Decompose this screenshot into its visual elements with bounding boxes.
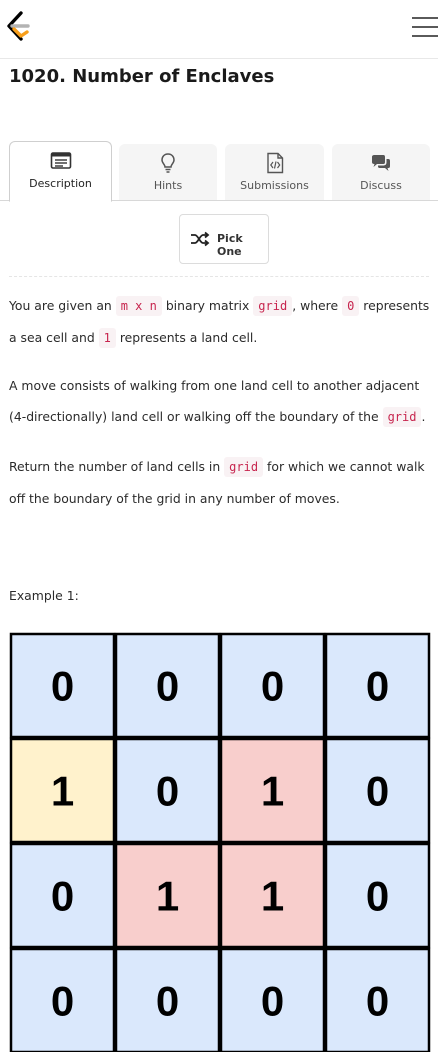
code-file-icon xyxy=(264,152,286,174)
grid-cell-value: 0 xyxy=(260,977,285,1025)
inline-code: grid xyxy=(224,457,263,477)
inline-code: grid xyxy=(383,407,422,427)
tab-label: Description xyxy=(29,177,92,190)
inline-code: m x n xyxy=(116,296,162,316)
text: You are given an xyxy=(9,298,112,313)
tab-description[interactable] xyxy=(9,141,112,202)
tab-hints[interactable] xyxy=(119,144,217,200)
lightbulb-icon xyxy=(157,152,179,174)
tab-discuss[interactable] xyxy=(332,144,430,200)
grid-cell-value: 0 xyxy=(365,662,390,710)
grid-cell-value: 1 xyxy=(260,872,285,920)
grid-cell-value: 0 xyxy=(260,662,285,710)
inline-code: 0 xyxy=(342,296,359,316)
description-icon xyxy=(50,150,72,172)
example-grid-image xyxy=(9,632,429,1025)
inline-code: 1 xyxy=(99,328,116,348)
chat-bubbles-icon xyxy=(370,152,392,174)
grid-cell-value: 0 xyxy=(50,977,75,1025)
grid-cell-value: 0 xyxy=(155,662,180,710)
description-paragraph xyxy=(9,451,435,514)
grid-cell-value: 0 xyxy=(50,872,75,920)
example-label: Example 1: xyxy=(9,588,79,603)
grid-cell-value: 0 xyxy=(155,767,180,815)
text: represents a land cell. xyxy=(119,330,258,345)
pick-one-label: Pick One xyxy=(217,232,243,258)
hamburger-menu-icon[interactable] xyxy=(410,14,438,40)
text: , where xyxy=(292,298,339,313)
top-navbar xyxy=(0,0,438,59)
text: for which we cannot walk off the boundary of the grid in any number of moves. xyxy=(9,459,425,506)
inline-code: grid xyxy=(253,296,292,316)
text: . xyxy=(421,409,426,424)
grid-cell-value: 1 xyxy=(50,767,75,815)
grid-cell-value: 0 xyxy=(365,767,390,815)
grid-cell-value: 1 xyxy=(155,872,180,920)
content-divider xyxy=(9,276,429,277)
grid-cell-value: 0 xyxy=(365,872,390,920)
grid-cell-value: 0 xyxy=(50,662,75,710)
grid-figure xyxy=(9,632,429,1052)
leetcode-logo-icon[interactable] xyxy=(4,10,34,44)
grid-cell-value: 0 xyxy=(155,977,180,1025)
text: represents a sea cell and xyxy=(9,298,430,345)
tab-label: Submissions xyxy=(240,179,309,192)
shuffle-icon xyxy=(190,231,210,247)
grid-cell-value: 0 xyxy=(365,977,390,1025)
tab-submissions[interactable] xyxy=(225,144,324,200)
grid-cell-value: 1 xyxy=(260,767,285,815)
tab-label: Hints xyxy=(153,179,183,192)
description-paragraph xyxy=(9,290,435,354)
text: A move consists of walking from one land cell to another adjacent (4-directionally) land cell or walking off the boundary of the xyxy=(9,378,420,424)
text: Return the number of land cells in xyxy=(9,459,221,474)
page-title: 1020. Number of Enclaves xyxy=(9,66,275,87)
pick-one-button[interactable] xyxy=(179,214,269,264)
description-paragraph xyxy=(9,370,435,433)
tab-label: Discuss xyxy=(360,179,402,192)
text: binary matrix xyxy=(165,298,250,313)
